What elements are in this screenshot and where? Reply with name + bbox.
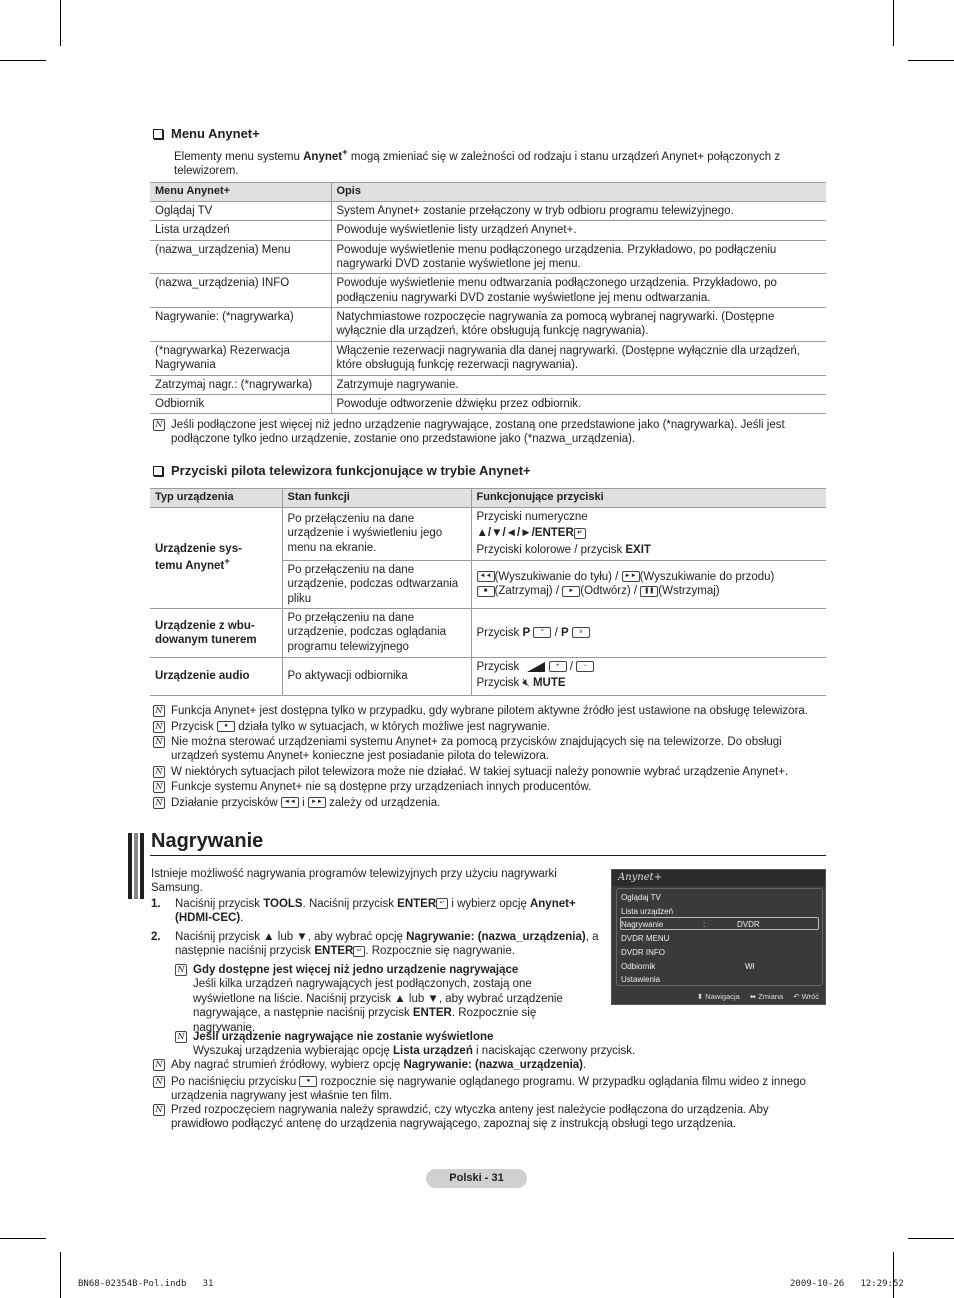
note-icon: N [153,1104,165,1116]
anynet-menu-table [150,182,826,414]
device-anynet: Urządzenie sys-temu Anynet+ [150,507,282,608]
note-record-button: N Przycisk ● działa tylko w sytuacjach, w których możliwe jest nagrywanie. [153,720,833,734]
note-recorder-not-shown: N Jeśli urządzenie nagrywające nie zostanie wyświetlone Wyszukaj urządzenia wybierając opcję Lista urządzeń i naciskając czerwony przycisk. [175,1030,735,1059]
section1-intro: Elementy menu systemu Anynet+ mogą zmieniać się w zależności od rodzaju i stanu urządzeń Anynet+ połączonych z telewizorem. [174,147,781,178]
col-header-device-type: Typ urządzenia [150,489,282,508]
crop-mark [893,0,894,46]
note-icon: N [153,705,165,717]
checkbox-square-icon [153,129,163,139]
step-2: 2. Naciśnij przycisk ▲ lub ▼, aby wybrać opcję Nagrywanie: (nazwa_urządzenia), a następnie naciśnij przycisk ENTER ↵ . Rozpocznie się nagrywanie. [151,931,599,958]
note-other-manufacturers: N Funkcje systemu Anynet+ nie są dostępne przy urządzeniach innych producentów. [153,780,833,794]
note-icon: N [153,781,165,793]
volume-up-icon: + [549,661,567,672]
page-title: Nagrywanie [151,830,264,852]
col-header-menu: Menu Anynet+ [150,183,331,202]
col-header-opis: Opis [331,183,826,202]
table-row: Lista urządzeń Powoduje wyświetlenie listy urządzeń Anynet+. [150,221,826,240]
note-icon: N [153,1059,165,1071]
anynet-osd-screenshot [611,869,826,1005]
note-icon: N [153,736,165,748]
record-icon: ● [299,1076,317,1087]
note-button-operation: N Działanie przycisków ◄◄ i ►► zależy od urządzenia. [153,796,833,810]
osd-item-value: Wł [745,962,755,971]
title-underline [150,855,826,856]
enter-icon: ↵ [436,898,448,909]
note-multiple-recorders: N Gdy dostępne jest więcej niż jedno urządzenie nagrywające Jeśli kilka urządzeń nagrywających jest podłączonych, zostają one wyświetlone na liście. Naciśnij przycisk ▲ lub ▼, aby wybrać urządzenie nagrywające, a następnie naciśnij przycisk ENTER. Rozpocznie się nagrywanie. [175,963,585,1035]
recording-intro: Istnieje możliwość nagrywania programów telewizyjnych przy użyciu nagrywarki Samsung. [151,868,557,895]
remote-buttons-table [150,488,826,696]
osd-item-value: DVDR [737,920,760,929]
table-row: Urządzenie audio Po aktywacji odbiornika Przycisk + / − Przycisk 🔇︎ MUTE [150,657,826,695]
table-row: Nagrywanie: (*nagrywarka) Natychmiastowe rozpoczęcie nagrywania za pomocą wybranej nagrywarki. (Dostępne wyłącznie dla urządzeń, które obsługują funkcję nagrywania). [150,308,826,342]
checkbox-square-icon [153,466,163,476]
note-antenna-check: N Przed rozpoczęciem nagrywania należy sprawdzić, czy wtyczka anteny jest należycie podłączona do urządzenia. Aby prawidłowo podłączyć antenę do urządzenia nagrywającego, zapoznaj się z instrukcją obsługi tego urządzenia. [153,1103,813,1132]
note-icon: N [153,419,165,431]
osd-item: Oglądaj TV [621,893,661,902]
page-number-badge: Polski - 31 [426,1169,527,1188]
osd-item: DVDR MENU [621,934,670,943]
crop-mark [60,1252,61,1298]
return-icon: ↶ [793,991,800,1001]
enter-icon: ↵ [353,946,365,957]
stop-icon: ■ [477,586,495,597]
section-bar-decoration [134,833,138,899]
osd-footer: ⬍ Nawigacja ⬌ Zmiana ↶ Wróć [696,991,819,1001]
crop-mark [0,60,46,61]
table-row: Urządzenie sys-temu Anynet+ Po przełączeniu na dane urządzenie i wyświetleniu jego menu na ekranie. Przyciski numeryczne ▲/▼/◄/►/ENTER ↵ Przyciski kolorowe / przycisk EXIT [150,507,826,560]
table-row: (nazwa_urządzenia) Menu Powoduje wyświetlenie menu podłączonego urządzenia. Przykładowo, po podłączeniu nagrywarki DVD zostanie wyświetlone jej menu. [150,240,826,274]
mute-icon: 🔇︎ [522,677,530,690]
table-row: (nazwa_urządzenia) INFO Powoduje wyświetlenie menu odtwarzania podłączonego urządzenia. Przykładowo, po podłączeniu nagrywarki DVD zostanie wyświetlone jej menu odtwarzania. [150,274,826,308]
osd-item: Odbiornik [621,962,656,971]
table-row: Po przełączeniu na dane urządzenie, podczas odtwarzania pliku ◄◄ (Wyszukiwanie do tyłu) / ►► (Wyszukiwanie do przodu) ■ (Zatrzymaj) / ► (Odtwórz) / ❚❚ (Wstrzymaj) [150,560,826,608]
updown-arrow-icon: ⬍ [696,991,704,1001]
col-header-function-state: Stan funkcji [282,489,471,508]
note-icon: N [175,1031,187,1043]
fast-forward-icon: ►► [622,571,640,582]
channel-down-icon: v [572,627,590,638]
note-record-press: N Po naciśnięciu przycisku ● rozpocznie się nagrywanie oglądanego programu. W przypadku oglądania filmu wideo z innego urządzenia nagrywany jest właśnie ten film. [153,1075,823,1104]
osd-item-separator: : [703,920,706,929]
section-heading-remote-buttons: Przyciski pilota telewizora funkcjonujące w trybie Anynet+ [153,463,531,479]
note-remote-may-not-work: N W niektórych sytuacjach pilot telewizora może nie działać. W takiej sytuacji należy ponownie wybrać urządzenie Anynet+. [153,765,833,779]
crop-mark [908,60,954,61]
step-1: 1. Naciśnij przycisk TOOLS. Naciśnij przycisk ENTER ↵ i wybierz opcję Anynet+ (HDMI-CEC). [151,898,576,925]
play-icon: ► [562,586,580,597]
note-icon: N [153,797,165,809]
table-row: Oglądaj TV System Anynet+ zostanie przełączony w tryb odbioru programu telewizyjnego. [150,201,826,220]
note-tv-buttons: N Nie można sterować urządzeniami systemu Anynet+ za pomocą przycisków znajdujących się na telewizorze. Do obsługi urządzeń systemu Anynet+ konieczne jest posiadanie pilota do telewizora. [153,735,813,764]
footer-timestamp: 2009-10-26 12:29:52 [790,1279,904,1289]
section-bar-decoration [128,833,132,899]
volume-down-icon: − [576,661,594,672]
record-icon: ● [217,721,235,732]
leftright-arrow-icon: ⬌ [749,991,757,1001]
footer-file-info: BN68-02354B-Pol.indb 31 [78,1279,214,1289]
osd-item: Lista urządzeń [621,907,674,916]
osd-item: Ustawienia [621,975,661,984]
osd-item: DVDR INFO [621,948,665,957]
channel-up-icon: ^ [533,627,551,638]
note-icon: N [153,766,165,778]
crop-mark [60,0,61,46]
enter-icon: ↵ [574,528,586,539]
note-source-stream: N Aby nagrać strumień źródłowy, wybierz opcję Nagrywanie: (nazwa_urządzenia). [153,1058,813,1072]
note-active-source: N Funkcja Anynet+ jest dostępna tylko w przypadku, gdy wybrane pilotem aktywne źródło jest ustawione na obsługę telewizora. [153,704,833,718]
crop-mark [893,1252,894,1298]
col-header-buttons: Funkcjonujące przyciski [471,489,826,508]
pause-icon: ❚❚ [640,586,658,597]
note-recorder-naming: N Jeśli podłączone jest więcej niż jedno urządzenie nagrywające, zostaną one przedstawione jako (*nagrywarka). Jeśli jest podłączone tylko jedno urządzenie, zostanie ono przedstawione jako (*nazwa_urządzenia). [153,418,813,447]
anynet-logo: Anynet+ [612,870,825,886]
table-row: Zatrzymaj nagr.: (*nagrywarka) Zatrzymuje nagrywanie. [150,375,826,394]
table-row: Odbiornik Powoduje odtworzenie dźwięku przez odbiornik. [150,394,826,413]
section-bar-decoration [140,833,144,899]
table-row: (*nagrywarka) Rezerwacja Nagrywania Włączenie rezerwacji nagrywania dla danej nagrywarki. (Dostępne wyłącznie dla urządzeń, które obsługują funkcję rezerwacji nagrywania). [150,341,826,375]
note-icon: N [153,1076,165,1088]
rewind-icon: ◄◄ [477,571,495,582]
crop-mark [0,1238,46,1239]
rewind-icon: ◄◄ [281,797,299,808]
crop-mark [908,1238,954,1239]
volume-ramp-icon [527,662,545,672]
osd-item: Nagrywanie [621,920,664,929]
fast-forward-icon: ►► [308,797,326,808]
note-icon: N [175,964,187,976]
section-heading-menu-anynet: Menu Anynet+ [153,126,260,142]
table-row: Urządzenie z wbu-dowanym tunerem Po przełączeniu na dane urządzenie, podczas oglądania programu telewizyjnego Przycisk P ^ / P v [150,608,826,657]
note-icon: N [153,721,165,733]
osd-menu-list [616,888,823,986]
